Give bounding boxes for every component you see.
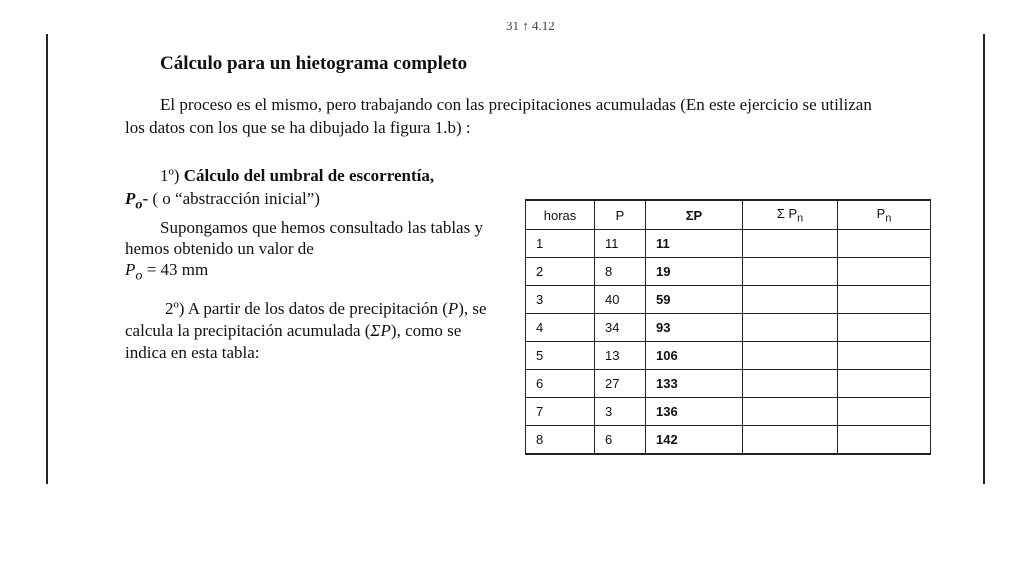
assume-text: Supongamos que hemos consultado las tablas y hemos obtenido un valor de <box>125 218 483 258</box>
sum-p-symbol: ΣP <box>370 321 391 340</box>
cell-horas: 6 <box>526 370 595 398</box>
cell-pn <box>838 230 931 258</box>
assume-paragraph <box>125 217 500 286</box>
cell-pn <box>838 398 931 426</box>
abstraction-note: ( o “abstracción inicial”) <box>152 189 320 208</box>
step-1-heading: Cálculo del umbral de escorrentía, <box>183 166 435 185</box>
cell-pn <box>838 286 931 314</box>
cell-horas: 5 <box>526 342 595 370</box>
table-row <box>526 230 931 258</box>
cell-sum-p: 19 <box>646 258 743 286</box>
header-p: P <box>595 200 646 230</box>
po-suffix: - <box>142 189 149 208</box>
cell-pn <box>838 342 931 370</box>
header-horas: horas <box>526 200 595 230</box>
table-row <box>526 426 931 455</box>
page-border-left <box>46 34 48 484</box>
po-symbol: P <box>125 189 136 208</box>
cell-sum-pn <box>743 426 838 455</box>
table-row <box>526 370 931 398</box>
assume-subscript: o <box>135 267 143 284</box>
assume-value: = 43 mm <box>146 260 209 279</box>
cell-horas: 8 <box>526 426 595 455</box>
header-sum-pn-main: Σ P <box>776 205 798 221</box>
cell-sum-p: 136 <box>646 398 743 426</box>
cell-pn <box>838 426 931 455</box>
cell-sum-p: 106 <box>646 342 743 370</box>
cell-p: 27 <box>595 370 646 398</box>
cell-sum-pn <box>743 370 838 398</box>
p-symbol: P <box>447 299 459 318</box>
cell-pn <box>838 314 931 342</box>
cell-sum-pn <box>743 314 838 342</box>
cell-horas: 3 <box>526 286 595 314</box>
cell-horas: 7 <box>526 398 595 426</box>
step-2-text-a: 2º) A partir de los datos de precipitación ( <box>165 299 448 318</box>
table-header-row <box>526 200 931 230</box>
header-pn <box>838 200 931 230</box>
cell-sum-pn <box>743 342 838 370</box>
cell-sum-pn <box>743 398 838 426</box>
cell-sum-p: 142 <box>646 426 743 455</box>
step-2-text-c: ), como se indica en esta tabla: <box>125 321 462 362</box>
table-row <box>526 342 931 370</box>
header-pn-main: P <box>876 205 886 221</box>
table-row <box>526 258 931 286</box>
assume-symbol: P <box>125 260 136 279</box>
intro-paragraph: El proceso es el mismo, pero trabajando con las precipitaciones acumuladas (En este ejercicio se utilizan los datos con los que se ha dibujado la figura 1.b) : <box>125 95 872 137</box>
cell-sum-pn <box>743 230 838 258</box>
cell-sum-p: 59 <box>646 286 743 314</box>
cell-horas: 1 <box>526 230 595 258</box>
cell-p: 13 <box>595 342 646 370</box>
header-sum-pn-sub: n <box>797 212 804 225</box>
cell-p: 8 <box>595 258 646 286</box>
cell-p: 40 <box>595 286 646 314</box>
step-2-text-b: ), se calcula la precipitación acumulada ( <box>125 299 487 340</box>
table-row <box>526 314 931 342</box>
header-pn-sub: n <box>885 212 892 225</box>
cell-horas: 4 <box>526 314 595 342</box>
step-2-paragraph <box>125 298 505 364</box>
section-title: Cálculo para un hietograma completo <box>160 53 468 74</box>
cell-sum-p: 133 <box>646 370 743 398</box>
header-sum-p: ΣP <box>646 200 743 230</box>
cell-p: 3 <box>595 398 646 426</box>
cell-pn <box>838 258 931 286</box>
cell-sum-p: 93 <box>646 314 743 342</box>
header-sum-pn <box>743 200 838 230</box>
page-border-right <box>983 34 985 484</box>
cut-off-header: 31 ↑ 4.12 <box>506 22 555 32</box>
step-1 <box>125 164 505 216</box>
step-1-number: 1º) <box>160 166 180 185</box>
cell-sum-p: 11 <box>646 230 743 258</box>
table-row <box>526 286 931 314</box>
cell-horas: 2 <box>526 258 595 286</box>
cell-p: 34 <box>595 314 646 342</box>
cell-sum-pn <box>743 258 838 286</box>
cell-p: 6 <box>595 426 646 455</box>
table-row <box>526 398 931 426</box>
cell-pn <box>838 370 931 398</box>
cell-sum-pn <box>743 286 838 314</box>
precipitation-table <box>525 199 931 455</box>
cell-p: 11 <box>595 230 646 258</box>
po-subscript: o <box>135 196 143 213</box>
